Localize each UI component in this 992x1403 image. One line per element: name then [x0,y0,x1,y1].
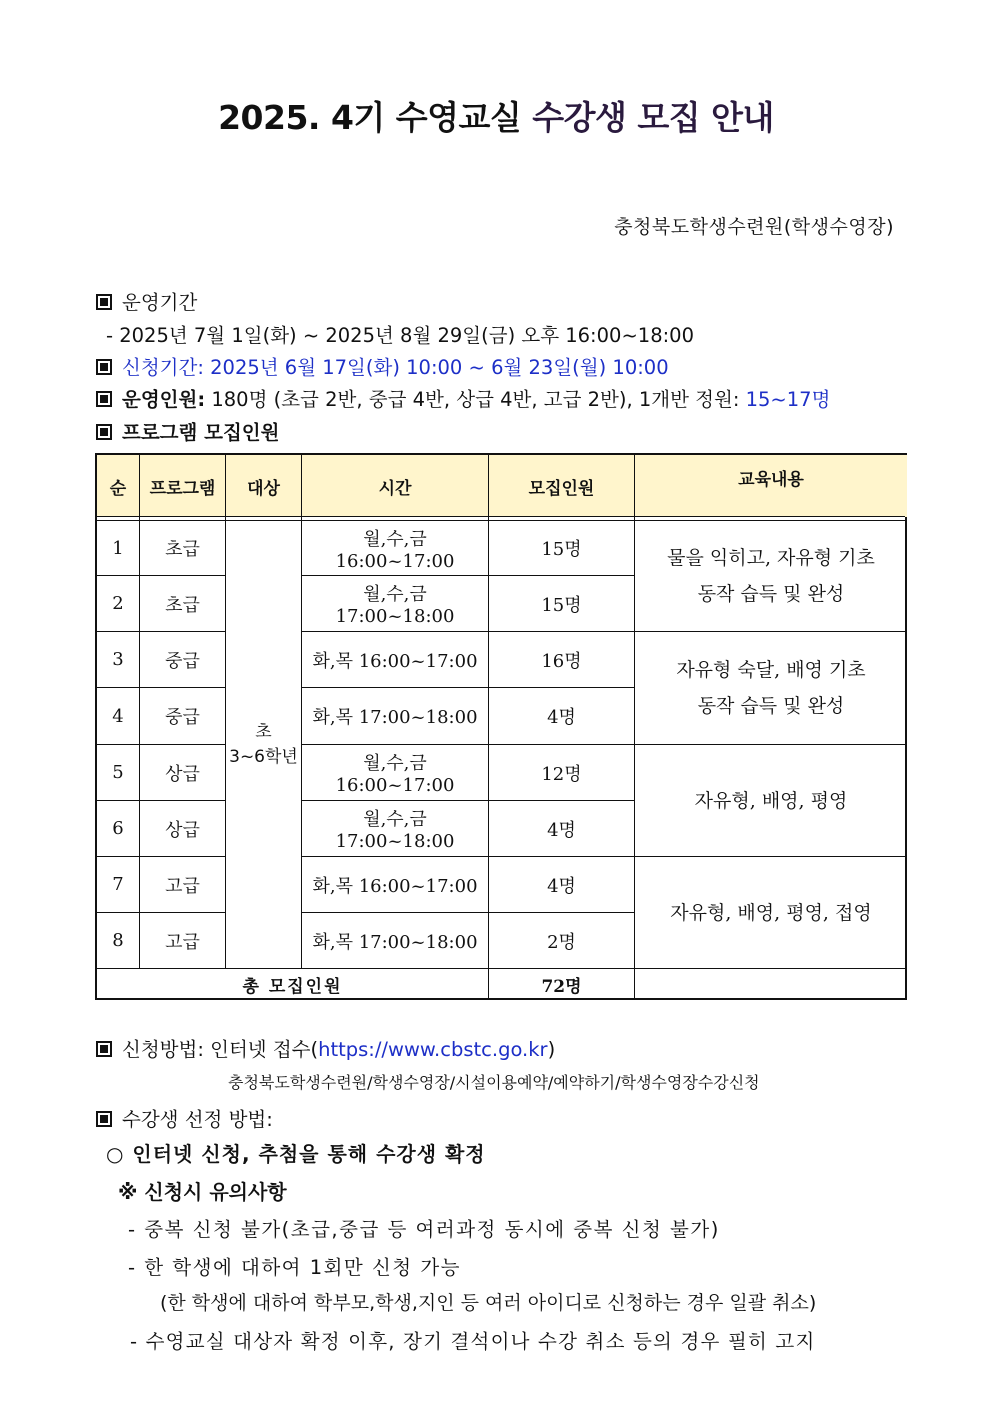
header-no: 순 [97,455,139,517]
row-no: 7 [112,874,124,895]
operation-period-heading [96,287,197,315]
program-heading [96,417,280,445]
selection-label: 수강생 선정 방법: [122,1108,273,1131]
application-method-close: ) [547,1038,556,1061]
content-line: 물을 익히고, 자유형 기초 [667,547,875,569]
header-contents: 교육내용 [635,455,907,517]
row-count: 4명 [547,819,576,841]
row-count: 16명 [541,650,582,672]
header-time: 시간 [302,455,488,517]
row-count: 12명 [541,763,582,785]
program-table [95,453,907,1000]
title-part1: 2025. 4기 수영교실 [218,98,533,137]
selection-method: ○ 인터넷 신청, 추첨을 통해 수강생 확정 [106,1142,486,1166]
row-no: 5 [112,762,124,783]
header-count: 모집인원 [489,455,634,517]
row-count: 15명 [541,539,582,560]
application-period-detail: : 2025년 6월 17일(화) 10:00 ~ 6월 23일(월) 10:00 [197,356,669,379]
notice-title: ※ 신청시 유의사항 [118,1180,287,1204]
note-item: - 중복 신청 불가(초급,중급 등 여러과정 동시에 중복 신청 불가) [128,1218,720,1241]
row-count: 4명 [547,707,576,728]
row-time: 월,수,금 17:00~18:00 [335,584,455,627]
row-time: 화,목 17:00~18:00 [312,707,478,728]
page-title [0,92,992,139]
capacity-detail: 180명 (초급 2반, 중급 4반, 상급 4반, 고급 2반), 1개반 정원: [205,388,746,411]
row-no: 1 [112,537,124,559]
application-path: 충청북도학생수련원/학생수영장/시설이용예약/예약하기/학생수영장수강신청 [228,1073,760,1092]
note-item: (한 학생에 대하여 학부모,학생,지인 등 여러 아이디로 신청하는 경우 일괄 취소) [160,1292,817,1314]
row-count: 15명 [541,594,582,616]
square-bullet-icon [96,359,112,375]
application-method-label: 신청방법: 인터넷 접수( [122,1038,319,1061]
application-period-label: 신청기간 [122,356,198,379]
row-no: 4 [112,705,124,727]
row-program: 초급 [165,594,200,616]
content-cell-expert [635,857,907,968]
square-bullet-icon [96,294,112,310]
target-cell [226,521,301,968]
row-count: 4명 [547,875,576,897]
application-period [96,352,669,380]
content-line: 동작 습득 및 완성 [697,695,845,717]
header-target: 대상 [226,455,301,517]
row-time: 월,수,금 16:00~17:00 [335,753,455,796]
square-bullet-icon [96,424,112,440]
row-no: 2 [112,593,124,614]
row-program: 상급 [165,819,200,841]
row-no: 8 [112,930,124,951]
note-item: - 수영교실 대상자 확정 이후, 장기 결석이나 수강 취소 등의 경우 필히 고지 [130,1330,816,1353]
capacity [96,384,830,412]
target-level: 초 [255,721,272,742]
operation-period-detail: - 2025년 7월 1일(화) ~ 2025년 8월 29일(금) 오후 16:00~18:00 [106,324,694,347]
title-part2: 수강생 모집 안내 [532,98,774,137]
row-no: 3 [112,649,124,670]
operation-period-label: 운영기간 [122,291,198,314]
row-program: 고급 [165,875,200,897]
row-count: 2명 [547,931,576,953]
application-method [96,1034,555,1062]
square-bullet-icon [96,1041,112,1057]
square-bullet-icon [96,1111,112,1127]
application-url-link[interactable]: https://www.cbstc.go.kr [318,1038,548,1061]
content-line: 동작 습득 및 완성 [697,583,845,605]
row-program: 중급 [165,650,200,672]
row-time: 월,수,금 17:00~18:00 [335,809,455,852]
row-program: 고급 [165,931,200,953]
row-time: 화,목 17:00~18:00 [312,931,478,953]
capacity-per-class: 15~17명 [745,388,831,411]
selection-heading [96,1104,273,1132]
total-value: 72명 [541,977,582,997]
content-cell-intermediate [635,632,907,744]
capacity-label: 운영인원: [122,388,206,411]
content-line: 자유형 숙달, 배영 기초 [676,659,866,681]
total-label: 총 모집인원 [242,977,343,997]
content-cell-advanced [635,745,907,856]
content-line: 자유형, 배영, 평영, 접영 [670,901,872,924]
row-time: 화,목 16:00~17:00 [312,650,478,672]
header-program: 프로그램 [140,455,225,517]
row-program: 상급 [165,763,200,785]
row-no: 6 [112,818,124,839]
row-program: 초급 [165,539,200,560]
target-grades: 3~6학년 [229,746,298,767]
row-time: 화,목 16:00~17:00 [312,875,478,897]
row-program: 중급 [165,707,200,728]
organization-name: 충청북도학생수련원(학생수영장) [614,216,894,238]
row-time: 월,수,금 16:00~17:00 [335,528,455,572]
content-line: 자유형, 배영, 평영 [694,789,848,812]
program-label: 프로그램 모집인원 [122,421,280,444]
content-cell-beginner [635,521,907,631]
note-item: - 한 학생에 대하여 1회만 신청 가능 [128,1256,462,1279]
square-bullet-icon [96,391,112,407]
